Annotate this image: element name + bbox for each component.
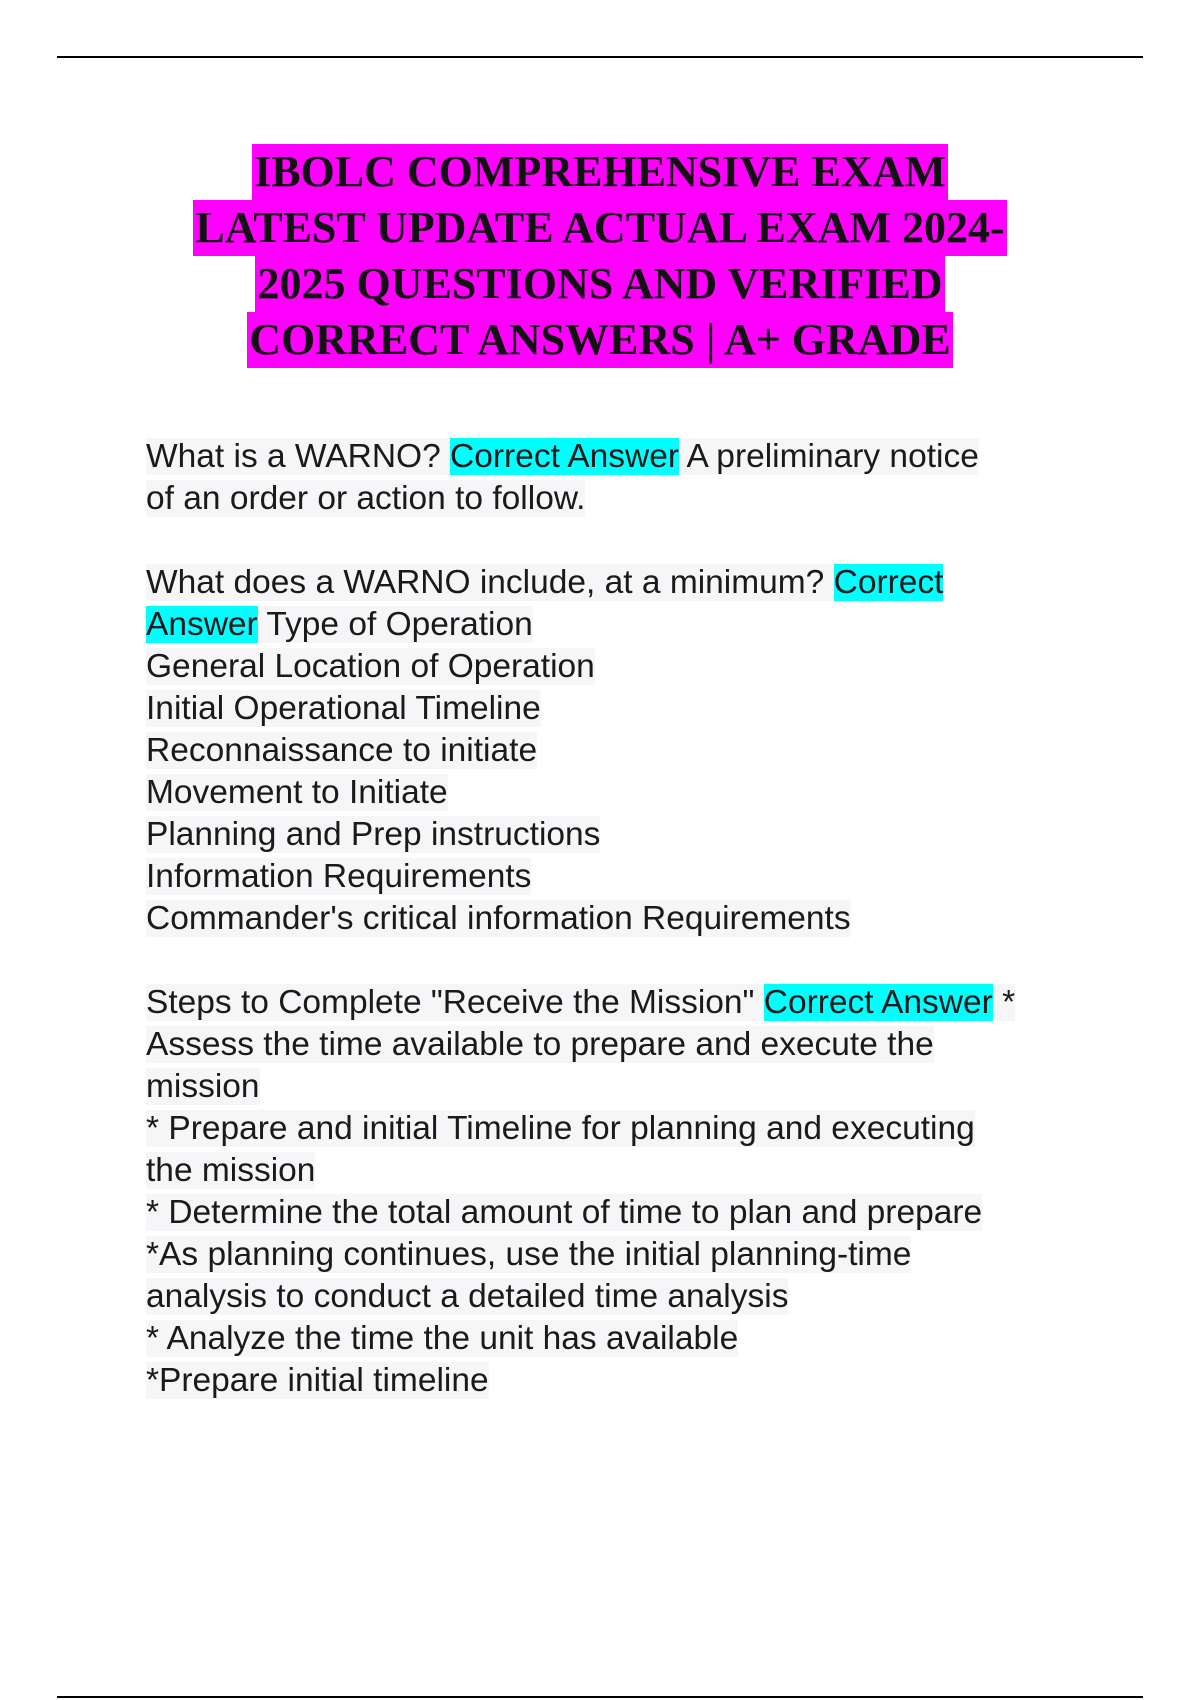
answer-line-text: * Prepare and initial Timeline for planning and executing — [146, 1110, 975, 1147]
answer-item-text: General Location of Operation — [146, 648, 595, 685]
question-text: What is a WARNO? — [146, 438, 451, 475]
answer-item — [146, 688, 1106, 730]
answer-line — [146, 1150, 1106, 1192]
text-line — [146, 604, 1106, 646]
answer-item-text: Movement to Initiate — [146, 774, 448, 811]
answer-text: * — [992, 984, 1016, 1021]
correct-answer-label: Correct — [833, 564, 944, 601]
top-rule — [57, 56, 1143, 58]
answer-line-text: *Prepare initial timeline — [146, 1362, 489, 1399]
answer-line — [146, 1192, 1106, 1234]
title-line-2: LATEST UPDATE ACTUAL EXAM 2024- — [193, 200, 1006, 256]
answer-item — [146, 646, 1106, 688]
answer-text: of an order or action to follow. — [146, 480, 586, 517]
title-line-3: 2025 QUESTIONS AND VERIFIED — [255, 256, 944, 312]
answer-line — [146, 1360, 1106, 1402]
correct-answer-label: Correct Answer — [763, 984, 993, 1021]
answer-text: Type of Operation — [257, 606, 533, 643]
question-block-warno — [146, 436, 1106, 520]
answer-item-text: Reconnaissance to initiate — [146, 732, 538, 769]
answer-line-text: * Determine the total amount of time to plan and prepare — [146, 1194, 983, 1231]
correct-answer-label: Correct Answer — [450, 438, 680, 475]
answer-line — [146, 1108, 1106, 1150]
answer-item — [146, 772, 1106, 814]
answer-item-text: Information Requirements — [146, 858, 532, 895]
text-line — [146, 562, 1106, 604]
document-body — [146, 436, 1106, 1444]
answer-line — [146, 1276, 1106, 1318]
document-title — [100, 144, 1100, 368]
answer-line — [146, 1066, 1106, 1108]
answer-line-text: analysis to conduct a detailed time analysis — [146, 1278, 789, 1315]
answer-item — [146, 898, 1106, 940]
answer-line-text: *As planning continues, use the initial planning-time — [146, 1236, 912, 1273]
answer-item — [146, 730, 1106, 772]
answer-line — [146, 1234, 1106, 1276]
answer-line-text: Assess the time available to prepare and execute the — [146, 1026, 934, 1063]
question-text: Steps to Complete "Receive the Mission" — [146, 984, 764, 1021]
answer-line-text: mission — [146, 1068, 260, 1105]
answer-text: A preliminary notice — [679, 438, 979, 475]
text-line — [146, 478, 1106, 520]
title-line-1: IBOLC COMPREHENSIVE EXAM — [252, 144, 948, 200]
question-text: What does a WARNO include, at a minimum? — [146, 564, 834, 601]
correct-answer-label: Answer — [146, 606, 258, 643]
question-block-warno-include — [146, 562, 1106, 940]
text-line — [146, 982, 1106, 1024]
title-line-4: CORRECT ANSWERS | A+ GRADE — [247, 312, 952, 368]
answer-item-text: Commander's critical information Requirements — [146, 900, 851, 937]
answer-item — [146, 856, 1106, 898]
answer-item — [146, 814, 1106, 856]
answer-line-text: * Analyze the time the unit has available — [146, 1320, 739, 1357]
answer-line — [146, 1024, 1106, 1066]
question-block-receive-mission — [146, 982, 1106, 1402]
text-line — [146, 436, 1106, 478]
answer-item-text: Initial Operational Timeline — [146, 690, 541, 727]
answer-item-text: Planning and Prep instructions — [146, 816, 601, 853]
answer-line — [146, 1318, 1106, 1360]
answer-line-text: the mission — [146, 1152, 316, 1189]
bottom-rule — [57, 1696, 1143, 1698]
